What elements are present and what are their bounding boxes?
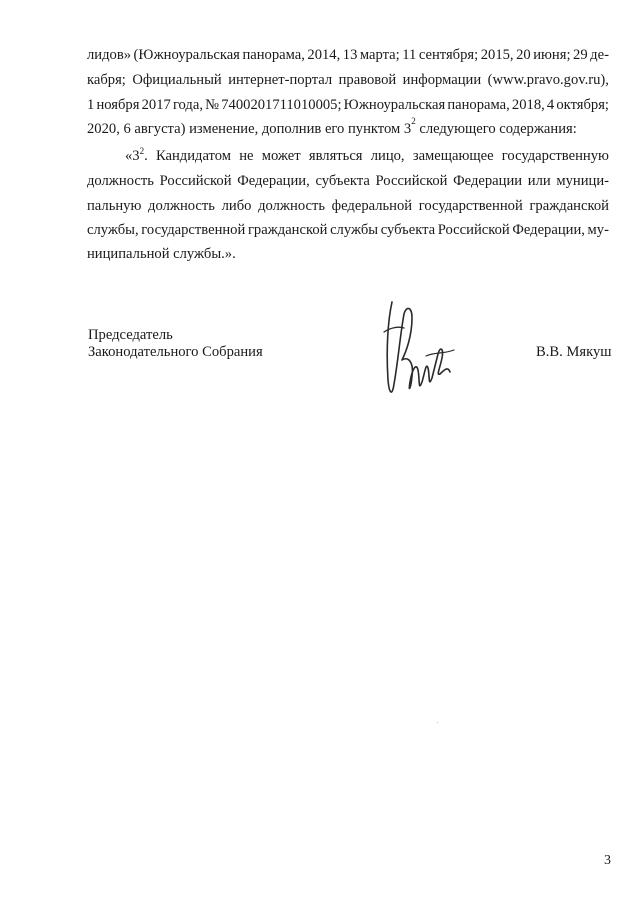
word: 2014, (307, 47, 341, 63)
word: 2015, (480, 47, 514, 63)
word: государственной (141, 222, 246, 238)
word: лицо, (370, 148, 405, 164)
word: муници- (556, 173, 609, 189)
word: 1 (87, 97, 95, 113)
text-line (87, 222, 609, 239)
word: Федерации, (512, 222, 585, 238)
scan-speck (437, 722, 438, 723)
signatory-title-line-2: Законодательного Собрания (88, 344, 263, 360)
word: № (205, 97, 220, 113)
word: не (239, 148, 254, 164)
word: октября; (556, 97, 609, 113)
word: гражданской (529, 198, 609, 214)
word: должность (258, 198, 325, 214)
word: кабря; (87, 72, 126, 88)
text-line (87, 47, 609, 64)
word: Кандидатом (155, 148, 231, 164)
text-segment: 2020, 6 августа) изменение, дополнив его пунктом 3 (87, 121, 412, 137)
word: лидов» (87, 47, 132, 63)
word: интернет-портал (228, 72, 333, 88)
word: пальную (87, 198, 142, 214)
clause-number: «$3^2$. (125, 146, 148, 164)
word: 2017 (141, 97, 171, 113)
word: информации (402, 72, 482, 88)
text-line (87, 173, 609, 190)
text-line (87, 72, 609, 89)
word: 11 (402, 47, 417, 63)
word: гражданской (247, 222, 328, 238)
word: года, (172, 97, 203, 113)
word: 7400201711010005; (221, 97, 342, 113)
word: Федерации, (237, 173, 310, 189)
word: Российской (159, 173, 232, 189)
handwritten-signature (378, 296, 462, 404)
signatory-title-line-1: Председатель (88, 327, 173, 343)
word: 2018, (511, 97, 545, 113)
word: службы (330, 222, 379, 238)
text-line (125, 148, 609, 165)
word: субъекта (315, 173, 370, 189)
word: 13 (342, 47, 358, 63)
word: замещающее (412, 148, 494, 164)
word: субъекта (380, 222, 436, 238)
word: должность (148, 198, 215, 214)
signatory-name: В.В. Мякуш (536, 344, 612, 360)
word: Российской (375, 173, 448, 189)
word: сентября; (418, 47, 479, 63)
word: либо (221, 198, 252, 214)
word: являться (308, 148, 363, 164)
word: службы, (87, 222, 139, 238)
word: или (527, 173, 551, 189)
text-line (87, 198, 609, 215)
text-line (87, 116, 577, 138)
word: панорама, (242, 47, 305, 63)
word: 29 (573, 47, 588, 63)
superscript: 2 (411, 116, 416, 126)
text-line (87, 246, 236, 263)
word: правовой (338, 72, 397, 88)
word: Официальный (132, 72, 222, 88)
text-segment: ниципальной службы.». (87, 246, 236, 262)
word: панорама, (447, 97, 510, 113)
page-number: 3 (604, 853, 611, 868)
word: 4 (546, 97, 555, 113)
word: 20 (516, 47, 531, 63)
word: Федерации (453, 173, 523, 189)
word: государственную (501, 148, 609, 164)
word: де- (590, 47, 609, 63)
word: должность (87, 173, 154, 189)
word: Российской (437, 222, 510, 238)
text-segment: следующего содержания: (415, 121, 577, 137)
word: федеральной (331, 198, 413, 214)
word: (Южноуральская (133, 47, 240, 63)
text-line (87, 97, 609, 114)
word: ноября (96, 97, 140, 113)
word: (www.pravo.gov.ru), (487, 72, 609, 88)
word: может (261, 148, 301, 164)
word: му- (587, 222, 609, 238)
word: марта; (359, 47, 400, 63)
word: июня; (533, 47, 571, 63)
word: Южноуральская (343, 97, 446, 113)
word: государственной (418, 198, 523, 214)
